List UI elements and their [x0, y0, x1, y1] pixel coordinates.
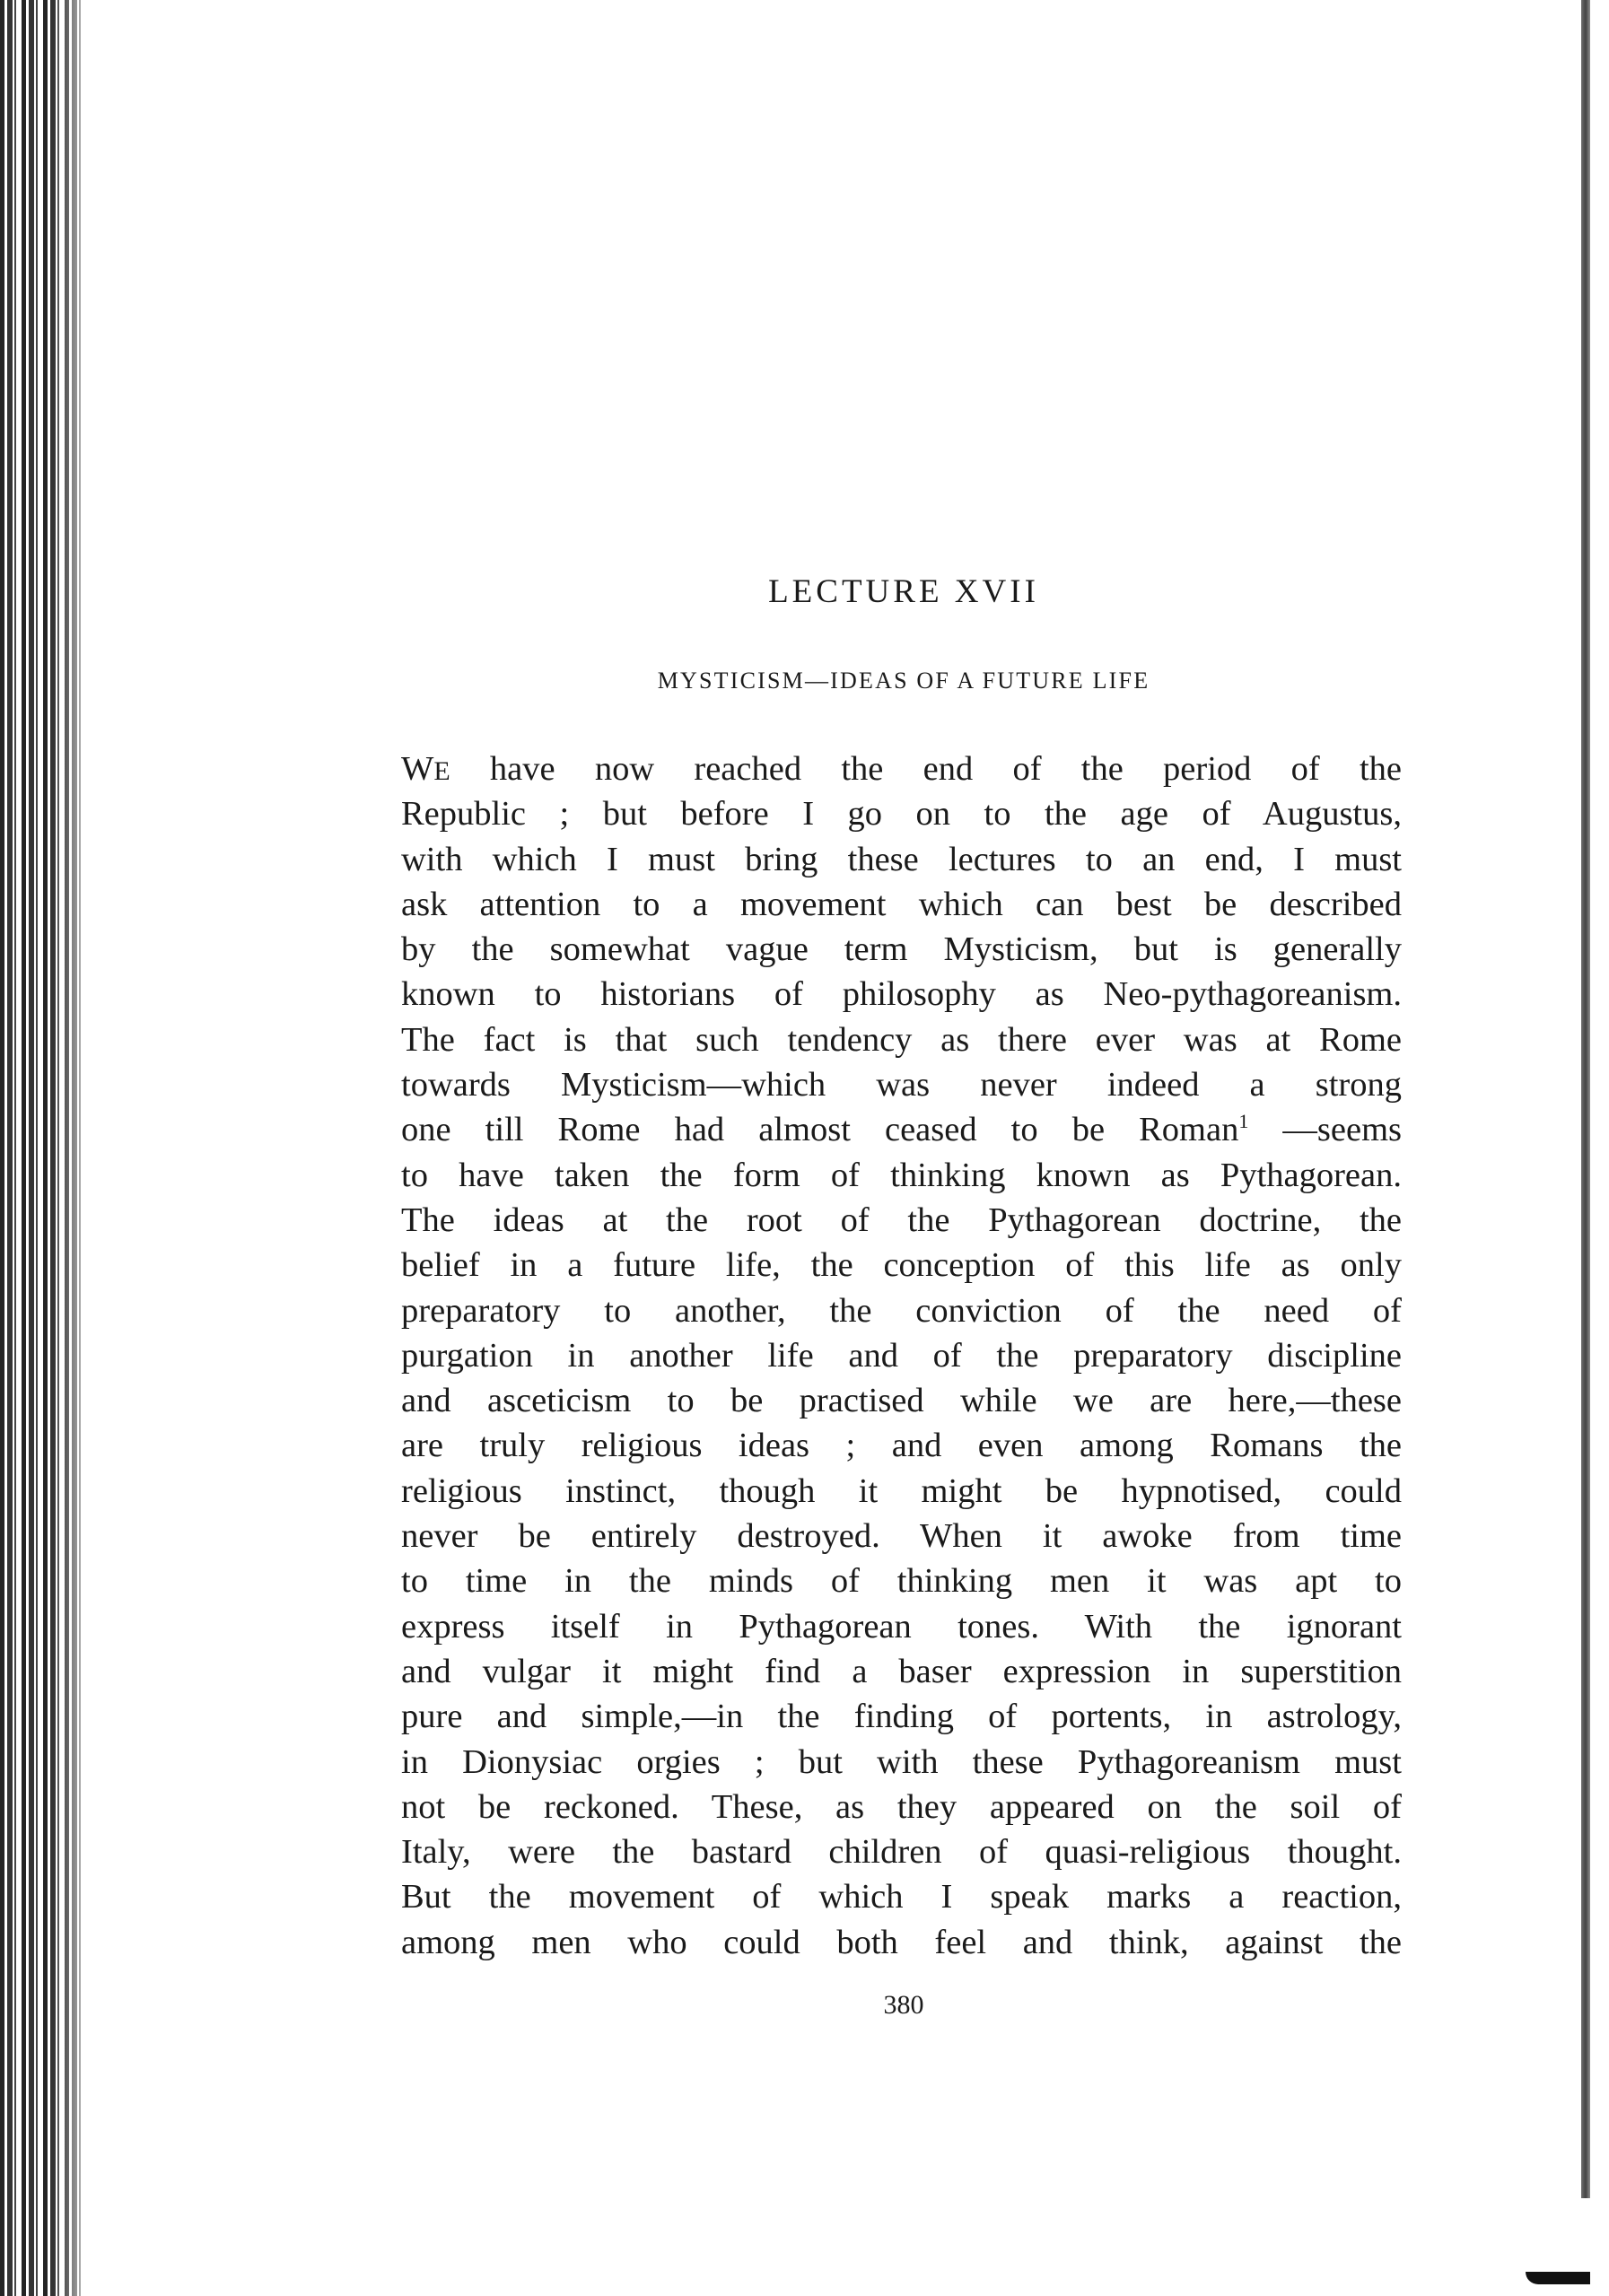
text-line	[401, 1829, 1402, 1874]
text-line	[401, 1017, 1402, 1062]
text-line	[401, 1874, 1402, 1919]
text-line-24: not be reckoned. These, as they appeared on the soil of	[401, 1787, 1402, 1826]
text-line	[401, 1107, 1402, 1152]
text-line	[401, 1740, 1402, 1785]
text-line-17: religious instinct, though it might be hypnotised, could	[401, 1471, 1402, 1510]
binding-shadow	[54, 0, 108, 2296]
text-line-5: by the somewhat vague term Mysticism, but is generally	[401, 930, 1402, 969]
text-line-19: to time in the minds of thinking men it was apt to	[401, 1562, 1402, 1601]
text-line	[401, 746, 1402, 791]
text-line	[401, 1469, 1402, 1514]
body-text	[401, 746, 1402, 1965]
text-line-14: purgation in another life and of the preparatory discipline	[401, 1336, 1402, 1375]
text-line-20: express itself in Pythagorean tones. With the ignorant	[401, 1607, 1402, 1646]
footnote-marker[interactable]: 1	[1238, 1110, 1249, 1133]
text-line	[401, 882, 1402, 927]
text-line-23: in Dionysiac orgies ; but with these Pythagoreanism must	[401, 1742, 1402, 1781]
text-line	[401, 1604, 1402, 1649]
text-line-3: with which I must bring these lectures to an end, I must	[401, 840, 1402, 878]
text-line	[401, 972, 1402, 1017]
text-line	[401, 1153, 1402, 1198]
text-line-21: and vulgar it might find a baser expression in superstition	[401, 1652, 1402, 1690]
lecture-title: LECTURE XVII	[768, 573, 1039, 610]
text-line-4: ask attention to a movement which can best be described	[401, 885, 1402, 923]
text-line-1: have now reached the end of the period of the	[489, 750, 1403, 788]
text-line-22: pure and simple,—in the finding of portents, in astrology,	[401, 1698, 1402, 1736]
text-line	[401, 927, 1402, 972]
text-line-26: But the movement of which I speak marks a reaction,	[401, 1878, 1402, 1916]
text-line-8: towards Mysticism—which was never indeed a strong	[401, 1066, 1402, 1104]
text-line-12: belief in a future life, the conception of this life as only	[401, 1246, 1402, 1285]
text-line	[401, 1920, 1402, 1965]
drop-initial: W	[401, 750, 434, 788]
text-line-7: The fact is that such tendency as there ever was at Rome	[401, 1020, 1402, 1059]
text-line-18: never be entirely destroyed. When it awoke from time	[401, 1517, 1402, 1556]
page-right-edge	[1581, 0, 1590, 2198]
text-line-13: preparatory to another, the conviction of the need of	[401, 1291, 1402, 1330]
text-line	[401, 1694, 1402, 1739]
text-line	[401, 1785, 1402, 1829]
page-number: 380	[883, 1990, 924, 2020]
text-line	[401, 1243, 1402, 1288]
text-line	[401, 1198, 1402, 1243]
text-line-2: Republic ; but before I go on to the age of Augustus,	[401, 795, 1402, 834]
first-word-smallcap: E	[433, 756, 450, 786]
text-line-27: among men who could both feel and think, against the	[401, 1923, 1402, 1961]
text-line-25: Italy, were the bastard children of quasi-religious thought.	[401, 1833, 1402, 1872]
text-line	[401, 1558, 1402, 1603]
text-line	[401, 1333, 1402, 1378]
text-line	[401, 1378, 1402, 1423]
text-line-9: one till Rome had almost ceased to be Roman	[401, 1111, 1239, 1149]
lecture-subtitle: MYSTICISM—IDEAS OF A FUTURE LIFE	[657, 668, 1150, 694]
text-line-15: and asceticism to be practised while we are here,—these	[401, 1382, 1402, 1420]
text-line	[401, 1062, 1402, 1107]
text-line-16: are truly religious ideas ; and even among Romans the	[401, 1427, 1402, 1465]
text-line	[401, 791, 1402, 836]
text-line	[401, 1288, 1402, 1333]
text-line	[401, 837, 1402, 882]
text-line-9-tail: —seems	[1282, 1111, 1403, 1149]
text-line	[401, 1649, 1402, 1694]
text-line	[401, 1423, 1402, 1468]
text-line	[401, 1514, 1402, 1558]
page-corner-mark	[1526, 2272, 1590, 2284]
text-line-11: The ideas at the root of the Pythagorean doctrine, the	[401, 1200, 1402, 1239]
text-line-10: to have taken the form of thinking known as Pythagorean.	[401, 1156, 1402, 1194]
text-line-6: known to historians of philosophy as Neo-pythagoreanism.	[401, 975, 1402, 1014]
